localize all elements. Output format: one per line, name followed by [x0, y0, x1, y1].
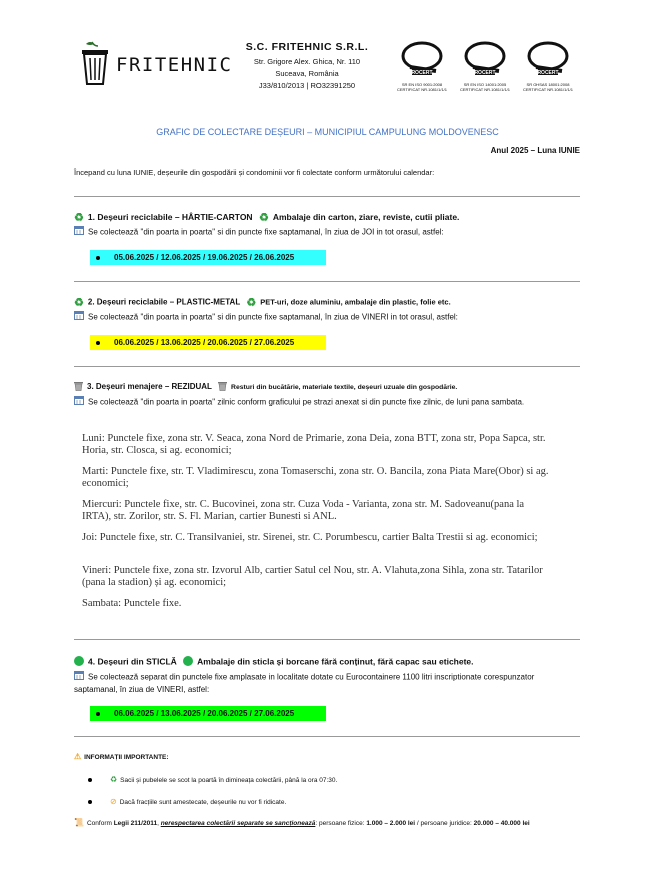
- section-2-dates: [90, 335, 326, 350]
- bullet-dot: [96, 341, 100, 345]
- section-4-sub-text: Se colectează separat din punctele fixe amplasate in localitate dotate cu Eurocontainere 1100 litri inscriptionate corespunzator saptamanal, în ziua de VINERI, astfel:: [74, 672, 535, 694]
- cert-number-1: CERTIFICAT NR.1081/1/1/1: [396, 87, 448, 92]
- cert-standard-2: SR EN ISO 14001:2005: [463, 82, 507, 87]
- law-fine-individuals: 1.000 – 2.000 lei: [366, 820, 416, 827]
- divider: [74, 366, 580, 367]
- bullet-dot: [96, 712, 100, 716]
- document-title: GRAFIC DE COLECTARE DEȘEURI – MUNICIPIUL CAMPULUNG MOLDOVENESC: [156, 127, 499, 137]
- schedule-tuesday: Marti: Punctele fixe, str. T. Vladimirescu, zona Tomaserschi, zona str. O. Bancila, zona Piata Mare(Obor) si ag. economici;: [82, 466, 549, 489]
- section-3-sub: [74, 396, 564, 409]
- cert-brand-3: ROCERT: [537, 70, 559, 76]
- info-bullet-2-text: Dacă fracțiile sunt amestecate, deșeurile nu vor fi ridicate.: [119, 799, 287, 806]
- schedule-saturday: Sambata: Punctele fixe.: [82, 598, 182, 609]
- scroll-icon: 📜: [74, 818, 84, 827]
- cert-number-3: CERTIFICAT NR.1081/1/1/1: [522, 87, 574, 92]
- section-2-desc: PET-uri, doze aluminiu, ambalaje din plastic, folie etc.: [260, 297, 451, 307]
- law-reference: Legii 211/2011: [113, 820, 158, 827]
- trash-bin-icon: [218, 381, 227, 393]
- schedule-friday: Vineri: Punctele fixe, zona str. Izvorul Alb, cartier Satul cel Nou, str. A. Vlahuta,zona Sihla, zona str. Tatarilor (pana la stadion) și ag. economici;: [82, 565, 543, 588]
- section-4-title: 4. Deșeuri din STICLĂ: [88, 656, 177, 667]
- info-heading-text: INFORMAȚII IMPORTANTE:: [84, 754, 169, 761]
- green-circle-icon: [74, 656, 84, 668]
- law-prefix: Conform: [86, 820, 114, 827]
- divider: [74, 736, 580, 737]
- schedule-thursday: Joi: Punctele fixe, str. C. Transilvaniei, str. Sirenei, str. C. Porumbescu, cartier Balta Trestii si ag. economici;: [82, 532, 538, 543]
- law-separator: / persoane juridice:: [415, 820, 474, 827]
- bullet-dot: [96, 256, 100, 260]
- law-rest: : persoane fizice:: [315, 820, 367, 827]
- calendar-icon: [74, 226, 84, 239]
- recycle-icon: ♻: [74, 297, 84, 309]
- section-1-sub: [74, 226, 564, 239]
- section-1-heading: [74, 211, 459, 224]
- section-1-desc: Ambalaje din carton, ziare, reviste, cutii pliate.: [272, 211, 460, 222]
- section-1-dates-text: 05.06.2025 / 12.06.2025 / 19.06.2025 / 26.06.2025: [114, 253, 295, 262]
- law-fine-companies: 20.000 – 40.000 lei: [473, 820, 530, 827]
- info-bullet-2: [88, 797, 286, 806]
- section-2-dates-text: 06.06.2025 / 13.06.2025 / 20.06.2025 / 27.06.2025: [114, 338, 295, 347]
- calendar-icon: [74, 396, 84, 409]
- section-1-sub-text: Se colectează "din poarta in poarta" si din puncte fixe saptamanal, în ziua de JOI in tot orasul, astfel:: [88, 227, 444, 237]
- bullet-dot: [88, 778, 92, 782]
- law-emphasis: nerespectarea colectării separate se sancționează: [160, 820, 316, 827]
- waste-bin-logo-icon: [78, 40, 118, 88]
- info-bullet-1: [88, 775, 337, 784]
- warning-icon: ⚠: [74, 752, 82, 761]
- divider: [74, 639, 580, 640]
- info-bullet-1-text: Sacii și pubelele se scot la poartă în dimineața colectării, până la ora 07:30.: [120, 777, 338, 784]
- divider: [74, 281, 580, 282]
- section-4-heading: [74, 656, 474, 668]
- section-2-sub: [74, 311, 564, 324]
- calendar-icon: [74, 671, 84, 684]
- schedule-monday: Luni: Punctele fixe, zona str. V. Seaca, zona Nord de Primarie, zona Deia, zona BTT, zona str, Popa Sapca, str. Horia, str. Closca, si ag. economici;: [82, 433, 546, 456]
- company-info: [232, 41, 382, 92]
- section-3-heading: [74, 381, 457, 393]
- law-mid: ,: [157, 820, 161, 827]
- recycle-icon: ♻: [74, 212, 84, 224]
- section-3-sub-text: Se colectează "din poarta in poarta" zilnic conform graficului pe strazi anexat si din puncte fixe zilnic, de luni pana sambata.: [88, 397, 525, 407]
- cert-brand-1: ROCERT: [411, 70, 433, 76]
- company-address-line1: Str. Grigore Alex. Ghica, Nr. 110: [253, 57, 361, 66]
- section-2-sub-text: Se colectează "din poarta in poarta" si din puncte fixe saptamanal, în ziua de VINERI in tot orasul, astfel:: [88, 312, 458, 322]
- cert-standard-3: SR OHSAS 18001:2008: [526, 82, 570, 87]
- logo-text: FRITEHNIC: [116, 54, 233, 76]
- section-4-sub: [74, 671, 564, 696]
- rocert-q-logo-icon: [526, 41, 570, 77]
- recycle-icon: ♻: [246, 297, 257, 309]
- green-circle-icon: [183, 656, 193, 668]
- company-address-line2: Suceava, România: [275, 69, 339, 78]
- company-name: S.C. FRITEHNIC S.R.L.: [245, 41, 369, 53]
- info-heading: [74, 752, 169, 761]
- bullet-dot: [88, 800, 92, 804]
- section-4-desc: Ambalaje din sticla și borcane fără conținut, fără capac sau etichete.: [197, 656, 474, 667]
- trash-bin-icon: [74, 381, 83, 393]
- recycle-icon: ♻: [110, 775, 118, 784]
- company-logo: [78, 40, 118, 88]
- divider: [74, 196, 580, 197]
- cert-number-2: CERTIFICAT NR.1081/1/1/1: [459, 87, 511, 92]
- section-1-title: 1. Deșeuri reciclabile – HÂRTIE-CARTON: [87, 211, 253, 222]
- rocert-q-logo-icon: [400, 41, 444, 77]
- calendar-icon: [74, 311, 84, 324]
- intro-text: Începand cu luna IUNIE, deșeurile din gospodării și condominii vor fi colectate conform următorului calendar:: [74, 168, 435, 177]
- certificate-badge-2: [455, 41, 515, 92]
- section-4-dates-text: 06.06.2025 / 13.06.2025 / 20.06.2025 / 27.06.2025: [114, 709, 295, 718]
- certificate-badge-1: [392, 41, 452, 92]
- section-3-title: 3. Deșeuri menajere – REZIDUAL: [87, 382, 212, 392]
- schedule-wednesday: Miercuri: Punctele fixe, str. C. Bucovinei, zona str. Cuza Voda - Varianta, zona str. M. Sadoveanu(pana la IRTA), str. Zorilor, str. S. Fl. Marian, cartier Bunesti si ANL.: [82, 499, 525, 522]
- section-2-title: 2. Deșeuri reciclabile – PLASTIC-METAL: [87, 297, 241, 307]
- recycle-icon: ♻: [258, 212, 269, 224]
- section-1-dates: [90, 250, 326, 265]
- section-4-dates: [90, 706, 326, 721]
- year-month: Anul 2025 – Luna IUNIE: [490, 146, 580, 155]
- law-note: [74, 818, 530, 827]
- certificate-badge-3: [518, 41, 578, 92]
- rocert-q-logo-icon: [463, 41, 507, 77]
- company-registration: J33/810/2013 | RO32391250: [258, 81, 356, 90]
- section-3-desc: Resturi din bucătărie, materiale textile, deșeuri uzuale din gospodărie.: [231, 384, 458, 392]
- cert-brand-2: ROCERT: [474, 70, 496, 76]
- section-2-heading: [74, 296, 451, 309]
- cert-standard-1: SR EN ISO 9001:2008: [401, 82, 443, 87]
- no-entry-icon: ⊘: [110, 797, 117, 806]
